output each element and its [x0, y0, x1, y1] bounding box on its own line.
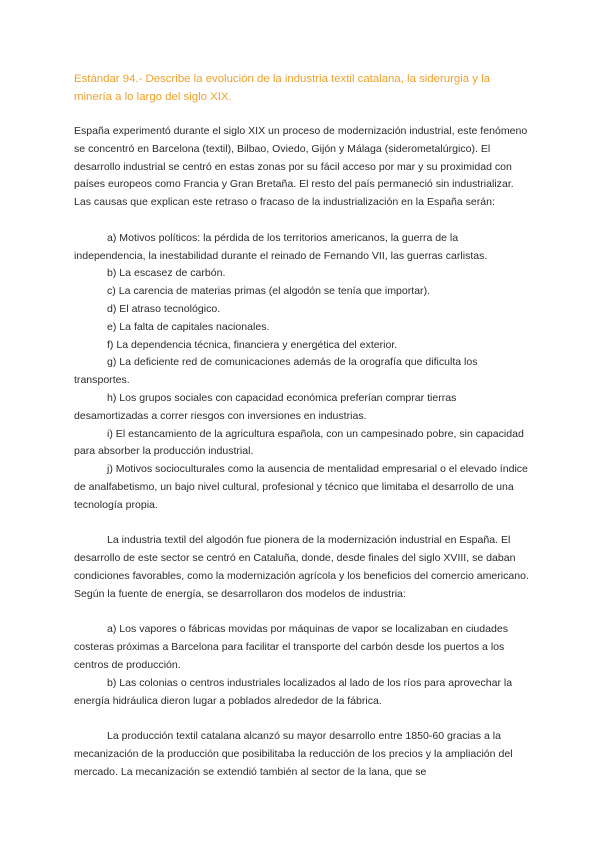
causes-list	[74, 230, 529, 515]
textile-paragraph: La industria textil del algodón fue pionera de la modernización industrial en España. El desarrollo de este sector se centró en Cataluña, donde, desde finales del siglo XVIII, se daban condiciones favorables, como la modernización agrícola y los beneficios del comercio americano. Según la fuente de energía, se desarrollaron dos modelos de industria:	[74, 534, 529, 600]
model-item-a: a) Los vapores o fábricas movidas por máquinas de vapor se localizaban en ciudades costeras próximas a Barcelona para facilitar el transporte del carbón desde los puertos a los centros de producción.	[74, 623, 509, 671]
intro-paragraph: España experimentó durante el siglo XIX un proceso de modernización industrial, este fenómeno se concentró en Barcelona (textil), Bilbao, Oviedo, Gijón y Málaga (siderometalúrgico). El desarrollo industrial se centró en estas zonas por su fácil acceso por mar y su proximidad con países europeos como Francia y Gran Bretaña. El resto del país permaneció sin industrializar. Las causas que explican este retraso o fracaso de la industrialización en la España serán:	[74, 125, 528, 209]
industry-models-list	[74, 621, 529, 710]
cause-item-g: g) La deficiente red de comunicaciones además de la orografía que dificulta los transportes.	[74, 356, 478, 387]
cause-item-c: c) La carencia de materias primas (el algodón se tenía que importar).	[107, 285, 431, 298]
document-title: Estándar 94.- Describe la evolución de la industria textil catalana, la siderurgia y la minería a lo largo del siglo XIX.	[74, 73, 490, 103]
cause-item-i: i) El estancamiento de la agricultura española, con un campesinado pobre, sin capacidad para absorber la producción industrial.	[74, 427, 524, 458]
document-body	[74, 70, 529, 781]
production-paragraph: La producción textil catalana alcanzó su mayor desarrollo entre 1850-60 gracias a la mecanización de la producción que posibilitaba la reducción de los precios y la ampliación del mercado. La mecanización se extendió también al sector de la lana, que se	[74, 730, 513, 778]
cause-item-b: b) La escasez de carbón.	[107, 267, 226, 280]
cause-item-h: h) Los grupos sociales con capacidad económica preferían comprar tierras desamortizadas a correr riesgos con inversiones en industrias.	[74, 391, 457, 422]
cause-item-e: e) La falta de capitales nacionales.	[107, 320, 270, 333]
cause-item-d: d) El atraso tecnológico.	[107, 302, 221, 315]
cause-item-a: a) Motivos políticos: la pérdida de los territorios americanos, la guerra de la independencia, la inestabilidad durante el reinado de Fernando VII, las guerras carlistas.	[74, 231, 488, 262]
model-item-b: b) Las colonias o centros industriales localizados al lado de los ríos para aprovechar la energía hidráulica dieron lugar a poblados alrededor de la fábrica.	[74, 676, 513, 707]
cause-item-f: f) La dependencia técnica, financiera y energética del exterior.	[107, 338, 398, 351]
cause-item-j: j) Motivos socioculturales como la ausencia de mentalidad empresarial o el elevado índice de analfabetismo, un bajo nivel cultural, profesional y técnico que limitaba el desarrollo de una tecnología propia.	[74, 463, 528, 511]
